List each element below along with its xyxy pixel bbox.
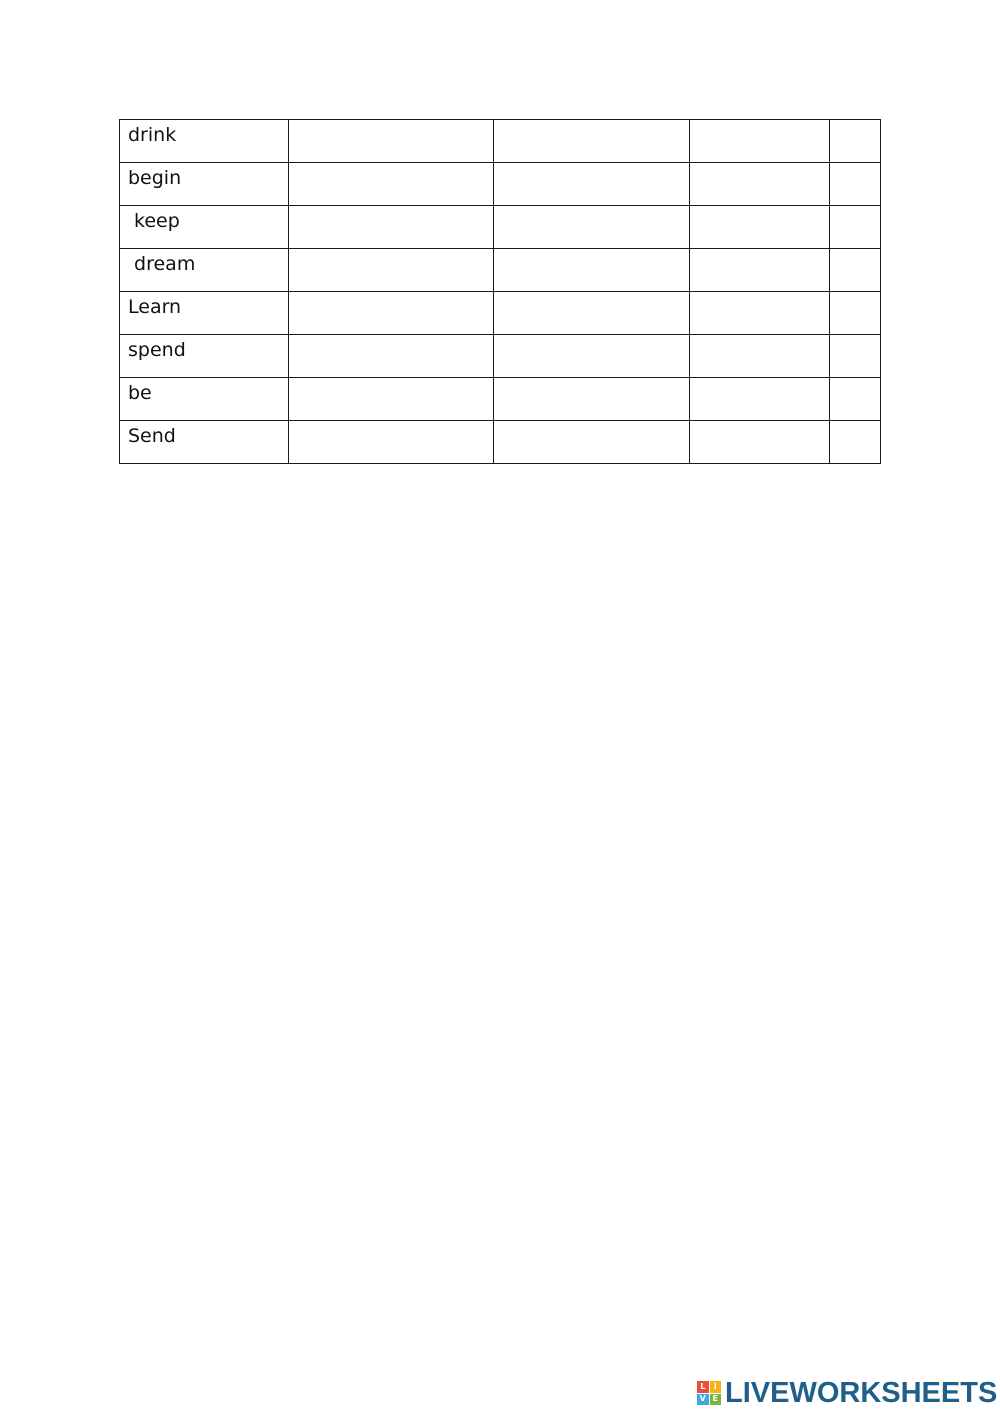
- verb-label: spend: [128, 339, 186, 361]
- answer-cell[interactable]: [690, 120, 830, 163]
- answer-cell[interactable]: [690, 335, 830, 378]
- table-row: [120, 249, 881, 292]
- answer-cell[interactable]: [690, 249, 830, 292]
- answer-cell[interactable]: [690, 292, 830, 335]
- verb-label: Learn: [128, 296, 182, 318]
- logo-tile: V: [697, 1394, 709, 1406]
- verb-cell: [120, 335, 289, 378]
- answer-cell[interactable]: [494, 120, 690, 163]
- answer-cell[interactable]: [690, 163, 830, 206]
- verb-label: begin: [128, 167, 182, 189]
- liveworksheets-logo-icon: [697, 1381, 721, 1405]
- verb-label: Send: [128, 425, 176, 447]
- table-row: [120, 421, 881, 464]
- table-row: [120, 120, 881, 163]
- verb-label: drink: [128, 124, 177, 146]
- answer-cell[interactable]: [830, 249, 881, 292]
- answer-cell[interactable]: [494, 421, 690, 464]
- answer-cell[interactable]: [289, 163, 494, 206]
- answer-cell[interactable]: [289, 378, 494, 421]
- table-row: [120, 378, 881, 421]
- verb-cell: [120, 378, 289, 421]
- answer-cell[interactable]: [830, 120, 881, 163]
- answer-cell[interactable]: [830, 378, 881, 421]
- answer-cell[interactable]: [494, 206, 690, 249]
- verb-cell: [120, 163, 289, 206]
- table-row: [120, 335, 881, 378]
- answer-cell[interactable]: [289, 206, 494, 249]
- verb-cell: [120, 292, 289, 335]
- answer-cell[interactable]: [830, 335, 881, 378]
- verb-cell: [120, 249, 289, 292]
- liveworksheets-brand: [697, 1378, 997, 1408]
- answer-cell[interactable]: [289, 335, 494, 378]
- answer-cell[interactable]: [690, 206, 830, 249]
- answer-cell[interactable]: [830, 206, 881, 249]
- verb-label: keep: [128, 210, 180, 232]
- answer-cell[interactable]: [289, 249, 494, 292]
- verb-table-body: [120, 120, 881, 464]
- logo-tile: E: [710, 1394, 722, 1406]
- verb-label: dream: [128, 253, 196, 275]
- answer-cell[interactable]: [690, 378, 830, 421]
- logo-tile: L: [697, 1381, 709, 1393]
- answer-cell[interactable]: [494, 163, 690, 206]
- answer-cell[interactable]: [830, 421, 881, 464]
- answer-cell[interactable]: [289, 120, 494, 163]
- verb-forms-table: [119, 119, 881, 464]
- verb-cell: [120, 206, 289, 249]
- answer-cell[interactable]: [830, 163, 881, 206]
- answer-cell[interactable]: [494, 335, 690, 378]
- brand-wordmark: LIVEWORKSHEETS: [725, 1376, 998, 1409]
- answer-cell[interactable]: [494, 292, 690, 335]
- verb-cell: [120, 421, 289, 464]
- answer-cell[interactable]: [289, 421, 494, 464]
- table-row: [120, 163, 881, 206]
- answer-cell[interactable]: [494, 249, 690, 292]
- table-row: [120, 292, 881, 335]
- table-row: [120, 206, 881, 249]
- verb-label: be: [128, 382, 152, 404]
- answer-cell[interactable]: [494, 378, 690, 421]
- answer-cell[interactable]: [690, 421, 830, 464]
- verb-cell: [120, 120, 289, 163]
- answer-cell[interactable]: [830, 292, 881, 335]
- logo-tile: I: [710, 1381, 722, 1393]
- answer-cell[interactable]: [289, 292, 494, 335]
